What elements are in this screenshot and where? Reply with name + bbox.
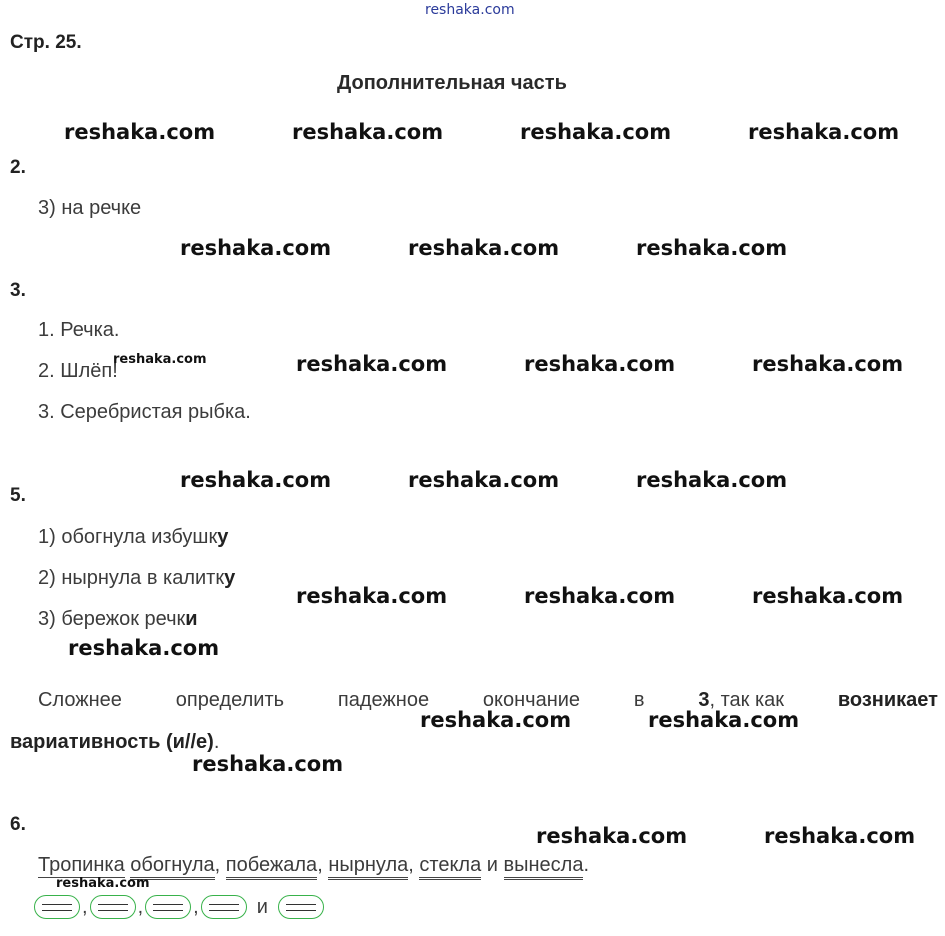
sentence-subject: Тропинка — [38, 854, 125, 876]
task-3-number: 3. — [10, 280, 26, 301]
explanation-word: в — [633, 689, 645, 711]
watermark: reshaka.com — [748, 120, 900, 144]
task-5-item-ending: и — [185, 608, 198, 630]
predicate-oval-icon — [278, 895, 324, 919]
explanation-comma-text: , так как — [709, 689, 785, 711]
watermark: reshaka.com — [764, 824, 916, 848]
explanation-bold-number: 3 — [698, 689, 710, 711]
watermark: reshaka.com — [68, 636, 220, 660]
task-2-number: 2. — [10, 157, 26, 178]
top-watermark: reshaka.com — [425, 2, 515, 18]
watermark: reshaka.com — [636, 468, 788, 492]
predicate-oval-icon — [145, 895, 191, 919]
sentence-predicate: побежала — [226, 854, 317, 880]
watermark: reshaka.com — [420, 708, 572, 732]
explanation-word: окончание — [482, 689, 581, 711]
explanation-bold-phrase: вариативность (и//е) — [10, 731, 214, 753]
task-5-item-text: 1) обогнула избушк — [38, 526, 218, 548]
sentence-comma: , — [214, 854, 221, 876]
task-6-sentence — [38, 854, 589, 877]
sentence-predicate: вынесла — [504, 854, 584, 880]
task-5-explanation-line2 — [10, 731, 219, 754]
task-5-item-ending: у — [224, 567, 236, 589]
watermark: reshaka.com — [536, 824, 688, 848]
watermark: reshaka.com — [296, 352, 448, 376]
watermark: reshaka.com — [180, 468, 332, 492]
task-5-item — [38, 608, 198, 631]
watermark: reshaka.com — [192, 752, 344, 776]
task-5-item-text: 2) нырнула в калитк — [38, 567, 225, 589]
watermark: reshaka.com — [524, 584, 676, 608]
sentence-comma: , — [317, 854, 323, 876]
task-3-item: 3. Серебристая рыбка. — [38, 401, 251, 423]
predicate-oval-icon — [34, 895, 80, 919]
watermark: reshaka.com — [636, 236, 788, 260]
scheme-comma: , — [193, 895, 199, 918]
watermark-small: reshaka.com — [113, 352, 207, 367]
task-5-item — [38, 526, 228, 549]
task-5-number: 5. — [10, 485, 26, 506]
scheme-comma: , — [137, 895, 144, 918]
predicate-scheme — [34, 895, 324, 919]
task-5-item-ending: у — [217, 526, 229, 548]
explanation-end-punct: . — [213, 731, 220, 753]
watermark: reshaka.com — [64, 120, 216, 144]
predicate-oval-icon — [90, 895, 136, 919]
task-2-answer: 3) на речке — [38, 197, 142, 219]
watermark: reshaka.com — [520, 120, 672, 144]
sentence-predicate: нырнула — [328, 854, 408, 880]
task-3-item: 2. Шлёп! — [38, 360, 118, 382]
predicate-oval-icon — [201, 895, 247, 919]
sentence-predicate: обогнула — [130, 854, 214, 880]
watermark-small: reshaka.com — [56, 876, 150, 891]
page-label: Стр. 25. — [10, 32, 82, 53]
watermark: reshaka.com — [408, 468, 560, 492]
explanation-word: определить — [175, 689, 285, 711]
watermark: reshaka.com — [180, 236, 332, 260]
sentence-predicate: стекла — [419, 854, 481, 880]
watermark: reshaka.com — [648, 708, 800, 732]
watermark: reshaka.com — [292, 120, 444, 144]
sentence-conjunction: и — [486, 854, 498, 876]
sentence-comma: , — [408, 854, 414, 876]
section-title: Дополнительная часть — [337, 72, 567, 94]
task-5-item-text: 3) бережок речк — [38, 608, 186, 630]
watermark: reshaka.com — [752, 584, 904, 608]
task-3-item: 1. Речка. — [38, 319, 120, 341]
explanation-word: Сложнее — [38, 689, 122, 711]
watermark: reshaka.com — [524, 352, 676, 376]
explanation-bold-phrase: возникает — [837, 689, 938, 711]
scheme-conjunction: и — [256, 895, 268, 918]
sentence-end-punct: . — [583, 854, 590, 876]
watermark: reshaka.com — [296, 584, 448, 608]
task-6-number: 6. — [10, 814, 26, 835]
explanation-word: падежное — [337, 689, 430, 711]
scheme-comma: , — [82, 895, 88, 918]
watermark: reshaka.com — [752, 352, 904, 376]
task-5-item — [38, 567, 235, 590]
watermark: reshaka.com — [408, 236, 560, 260]
